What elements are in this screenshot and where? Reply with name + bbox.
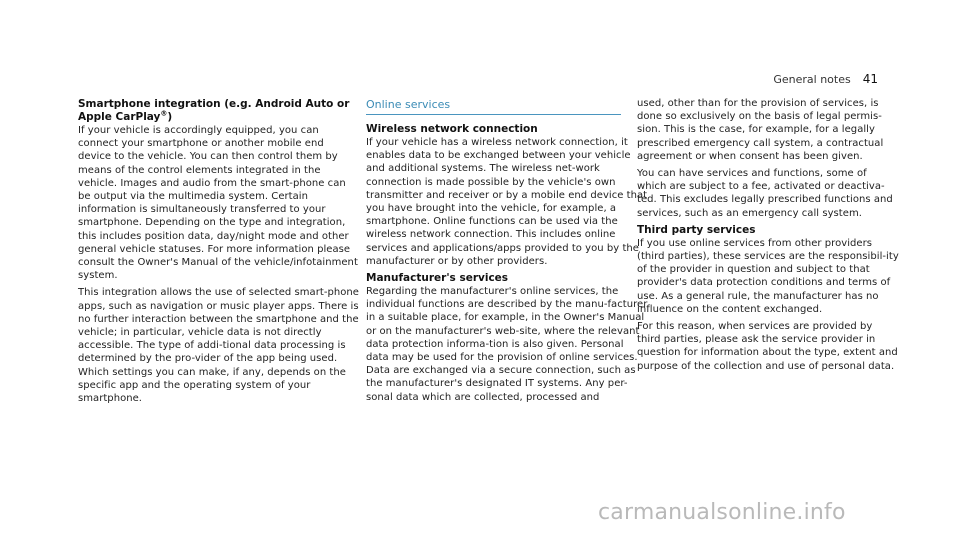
heading-close-paren: ) [167, 111, 173, 123]
online-services-title: Online services [366, 98, 621, 115]
manufacturer-services-paragraph: Regarding the manufacturer's online services, the individual functions are described by the manu-facturer in a suitable place, for example, in the Owner's Manual or on the manufacturer's web-site, where the relevant data protection informa-tion is also given. Personal data may be used for the provision of online services. Data are exchanged via a secure connection, such as the manufacturer's designated IT systems. Any per-sonal data which are collected, processed and [366, 286, 648, 403]
third-party-heading: Third party services [637, 223, 756, 236]
section-name: General notes [773, 73, 851, 86]
column-1 [78, 98, 360, 409]
third-party-paragraph-1: If you use online services from other providers (third parties), these services are the responsibil-ity of the provider in question and subject to that provider's data protection conditions and terms of use. As a general rule, the manufacturer has no influence on the content exchanged. [637, 237, 899, 315]
column-3 [637, 97, 899, 377]
smartphone-integration-paragraph-2: This integration allows the use of selected smart-phone apps, such as navigation or music player apps. There is no further interaction between the smartphone and the vehicle; in particular, vehicle data is not directly accessible. The type of addi-tional data processing is determined by the pro-vider of the app being used. Which settings you can make, if any, depends on the specific app and the operating system of your smartphone. [78, 287, 359, 405]
column-2 [366, 98, 648, 408]
page-number: 41 [862, 72, 878, 86]
smartphone-integration-paragraph-1: If your vehicle is accordingly equipped, you can connect your smartphone or another mobile end device to the vehicle. You can then control them by means of the control elements integrated in the vehicle. Images and audio from the smart-phone can be output via the multimedia system. Certain information is simultaneously transferred to your smartphone. Depending on the type and integration, this includes position data, day/night mode and other general vehicle statuses. For more information please consult the Owner's Manual of the vehicle/infotainment system. [78, 125, 358, 282]
heading-line-1: Smartphone integration (e.g. Android Auto or [78, 98, 350, 110]
page-header [773, 72, 878, 86]
watermark: carmanualsonline.info [598, 500, 846, 525]
third-party-paragraph-2: For this reason, when services are provided by third parties, please ask the service provider in question for information about the type, extent and purpose of the collection and use of personal data. [637, 321, 898, 372]
wireless-network-paragraph: If your vehicle has a wireless network connection, it enables data to be exchanged between your vehicle and additional systems. The wireless net-work connection is made possible by the vehicle's own transmitter and receiver or by a mobile end device that you have brought into the vehicle, for example, a smartphone. Online functions can be used via the wireless network connection. This includes online services and applications/apps provided to you by the manufacturer or by other providers. [366, 137, 648, 267]
smartphone-integration-heading [78, 98, 360, 124]
registered-mark: ® [160, 109, 168, 118]
activation-paragraph: You can have services and functions, some of which are subject to a fee, activated or deactiva-ted. This excludes legally prescribed functions and services, such as an emergency call system. [637, 168, 893, 219]
heading-line-2: Apple CarPlay [78, 111, 161, 123]
manufacturer-services-heading: Manufacturer's services [366, 272, 509, 285]
continued-paragraph: used, other than for the provision of services, is done so exclusively on the basis of legal permis-sion. This is the case, for example, for a legally prescribed emergency call system, a contractual agreement or when consent has been given. [637, 98, 884, 162]
wireless-network-heading: Wireless network connection [366, 123, 538, 135]
